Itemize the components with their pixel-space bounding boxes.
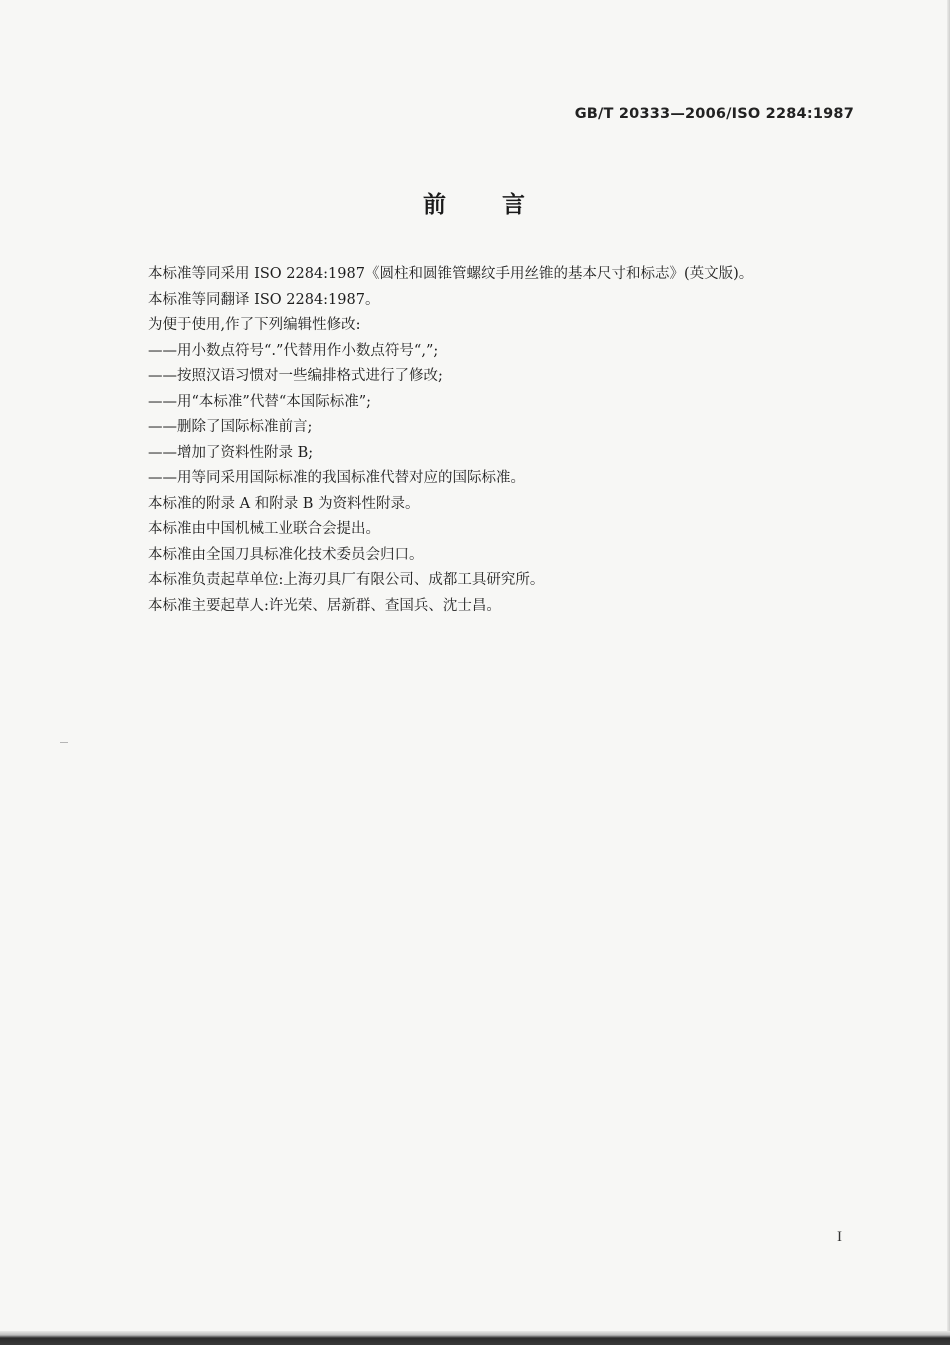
foreword-list-item: ——删除了国际标准前言; [148, 419, 313, 435]
foreword-list-item: ——用小数点符号“.”代替用作小数点符号“,”; [148, 342, 439, 359]
foreword-line: 本标准主要起草人:许光荣、居新群、查国兵、沈士昌。 [148, 597, 501, 614]
page-number: I [837, 1229, 842, 1245]
foreword-line: 为便于使用,作了下列编辑性修改: [148, 317, 361, 333]
foreword-line: 本标准等同翻译 ISO 2284:1987。 [148, 291, 380, 308]
foreword-line: 本标准负责起草单位:上海刃具厂有限公司、成都工具研究所。 [148, 572, 545, 588]
foreword-list-item: ——按照汉语习惯对一些编排格式进行了修改; [148, 368, 443, 384]
foreword-body [148, 262, 848, 619]
title-char-2: 言 [502, 192, 527, 218]
foreword-line: 本标准等同采用 ISO 2284:1987《圆柱和圆锥管螺纹手用丝锥的基本尺寸和标志》(英文版)。 [148, 266, 754, 282]
foreword-list-item: ——用“本标准”代替“本国际标准”; [148, 393, 372, 410]
foreword-list-item: ——增加了资料性附录 B; [148, 444, 314, 461]
title-char-1: 前 [423, 192, 448, 218]
page-edge-bottom [0, 1331, 950, 1345]
foreword-line: 本标准由中国机械工业联合会提出。 [148, 521, 380, 537]
foreword-list-item: ——用等同采用国际标准的我国标准代替对应的国际标准。 [148, 470, 525, 486]
standard-code: GB/T 20333—2006/ISO 2284:1987 [574, 106, 854, 122]
scan-artifact [60, 742, 68, 743]
foreword-line: 本标准的附录 A 和附录 B 为资料性附录。 [148, 495, 420, 512]
page-title [0, 186, 950, 219]
foreword-line: 本标准由全国刀具标准化技术委员会归口。 [148, 546, 424, 563]
